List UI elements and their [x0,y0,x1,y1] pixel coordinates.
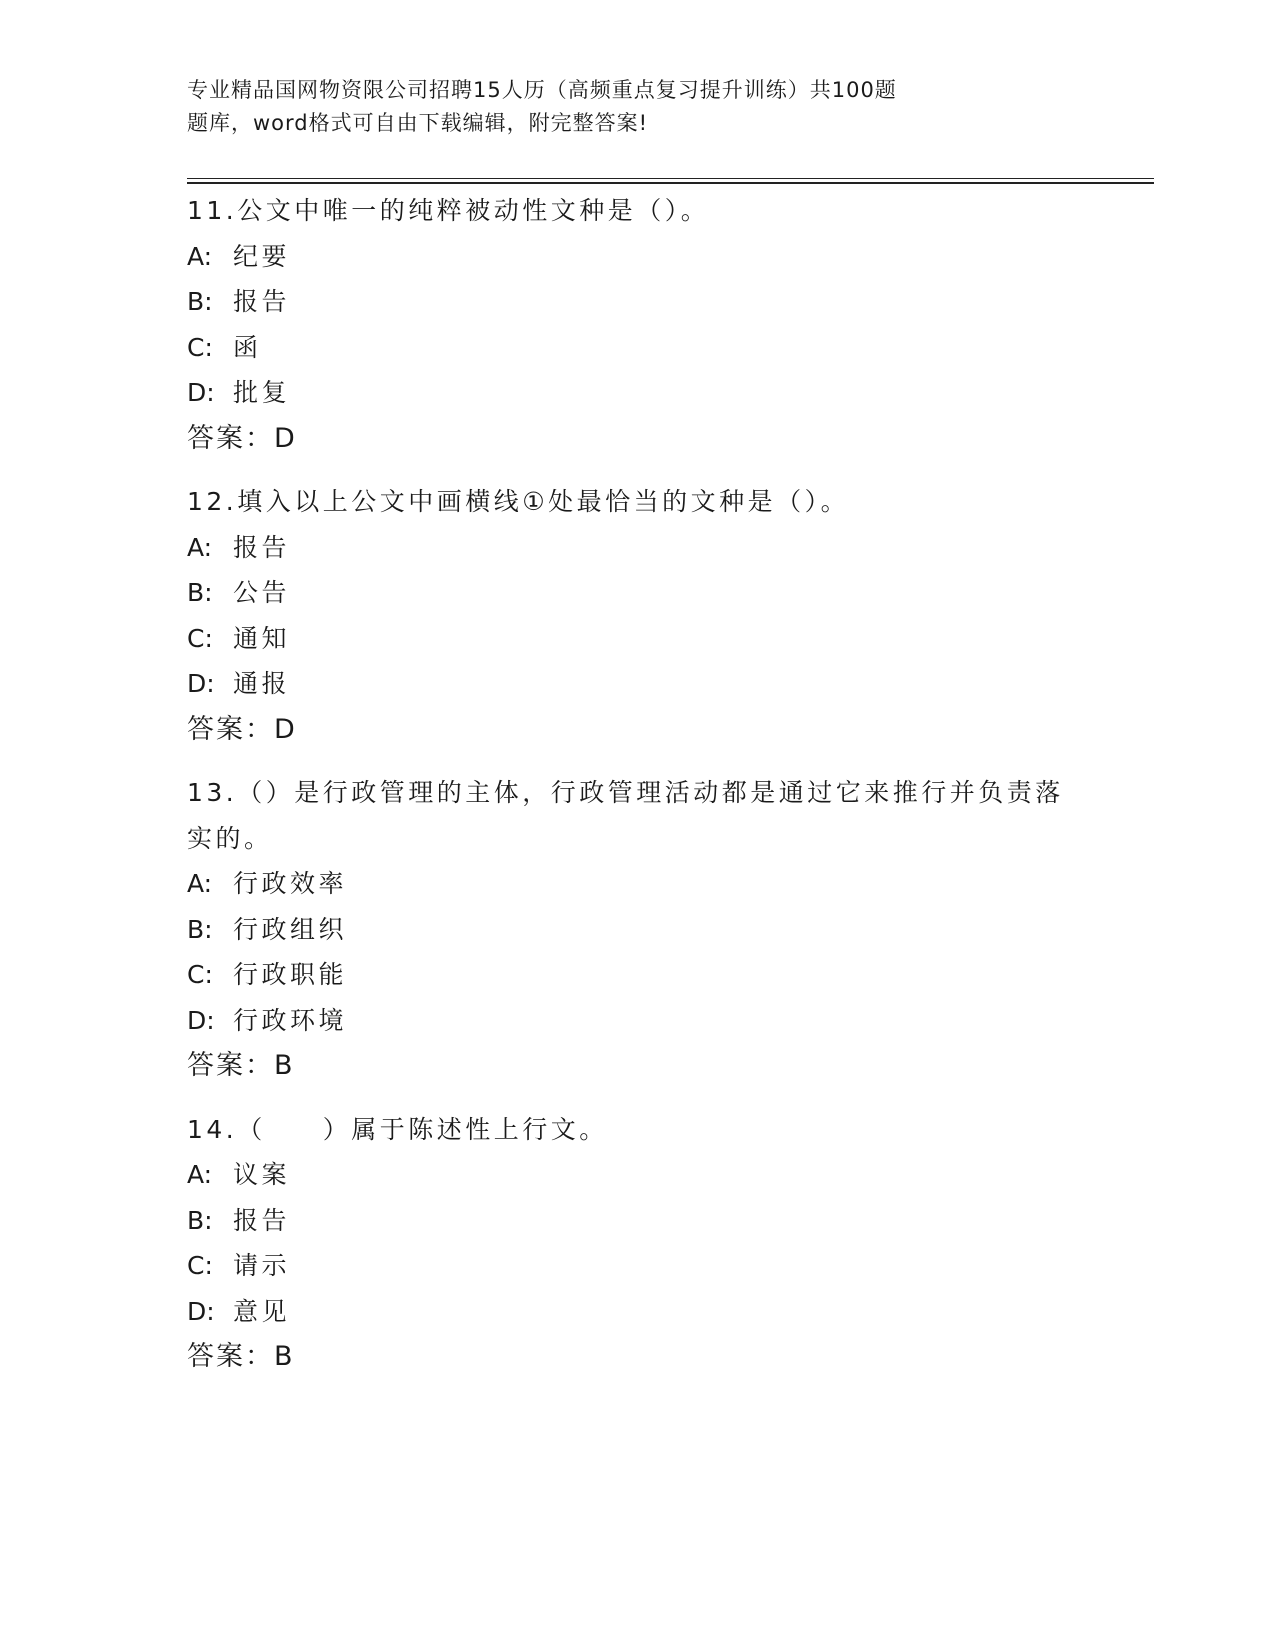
answer-value: D [274,713,296,745]
question-12 [187,479,1087,752]
option-text: 行政效率 [233,869,348,898]
option-text: 报告 [233,1205,291,1235]
option-text: 通知 [233,623,291,653]
question-list [187,188,1087,1398]
question-stem [187,1107,1087,1153]
header-divider-thin [187,178,1154,179]
answer-line [187,707,1087,753]
option-d [187,661,1087,707]
header-title-line-2: 题库，word格式可自由下载编辑，附完整答案! [187,111,649,135]
option-text: 公告 [233,578,291,607]
answer-value: D [274,422,296,454]
option-a [187,861,1087,907]
option-d [187,998,1087,1044]
option-letter: A: [187,869,213,898]
option-text: 意见 [233,1296,291,1326]
question-stem-continuation: 实的。 [187,823,273,853]
option-text: 行政环境 [233,1005,348,1035]
option-c [187,1243,1087,1289]
option-text: 通报 [233,669,291,698]
question-stem [187,479,1087,525]
header-title-line-1: 专业精品国网物资限公司招聘15人历（高频重点复习提升训练）共100题 [187,78,897,102]
option-b [187,1198,1087,1244]
question-stem-text: 12.填入以上公文中画横线①处最恰当的文种是（）。 [187,487,850,516]
answer-label: 答案： [187,1341,274,1372]
option-text: 报告 [233,287,291,316]
option-letter: D: [187,669,215,698]
option-d [187,370,1087,416]
option-letter: D: [187,1296,215,1326]
option-letter: C: [187,623,213,653]
question-11 [187,188,1087,461]
option-text: 议案 [233,1160,291,1189]
option-letter: C: [187,332,213,362]
answer-label: 答案： [187,422,274,454]
option-a [187,525,1087,571]
option-c [187,616,1087,662]
question-stem [187,188,1087,234]
option-letter: B: [187,578,213,607]
option-a [187,1152,1087,1198]
option-b [187,279,1087,325]
question-14 [187,1107,1087,1380]
document-header [187,74,1007,140]
option-d [187,1289,1087,1335]
option-a [187,234,1087,280]
option-letter: B: [187,287,213,316]
option-b [187,907,1087,953]
option-text: 请示 [233,1251,291,1280]
option-letter: C: [187,1251,213,1280]
question-13 [187,770,1087,1089]
answer-line [187,1334,1087,1380]
option-letter: D: [187,1005,215,1035]
answer-value: B [274,1341,294,1372]
answer-value: B [274,1050,294,1081]
option-text: 报告 [233,532,291,562]
option-letter: A: [187,241,213,271]
option-c [187,952,1087,998]
answer-line [187,1043,1087,1089]
question-stem-text: 14.（ ）属于陈述性上行文。 [187,1114,608,1144]
option-c [187,325,1087,371]
answer-label: 答案： [187,713,274,745]
question-stem-text: 13.（）是行政管理的主体，行政管理活动都是通过它来推行并负责落 [187,778,1064,807]
option-letter: D: [187,378,215,407]
answer-label: 答案： [187,1050,274,1081]
question-stem [187,770,1087,861]
option-letter: C: [187,960,213,989]
option-letter: B: [187,1205,213,1235]
option-letter: B: [187,914,213,944]
option-text: 纪要 [233,241,291,271]
option-text: 行政职能 [233,960,348,989]
option-b [187,570,1087,616]
option-text: 函 [233,332,262,362]
option-letter: A: [187,532,213,562]
option-text: 行政组织 [233,914,348,944]
answer-line [187,416,1087,462]
question-stem-text: 11.公文中唯一的纯粹被动性文种是（）。 [187,196,710,225]
header-divider-thick [187,182,1154,184]
option-letter: A: [187,1160,213,1189]
option-text: 批复 [233,378,291,407]
